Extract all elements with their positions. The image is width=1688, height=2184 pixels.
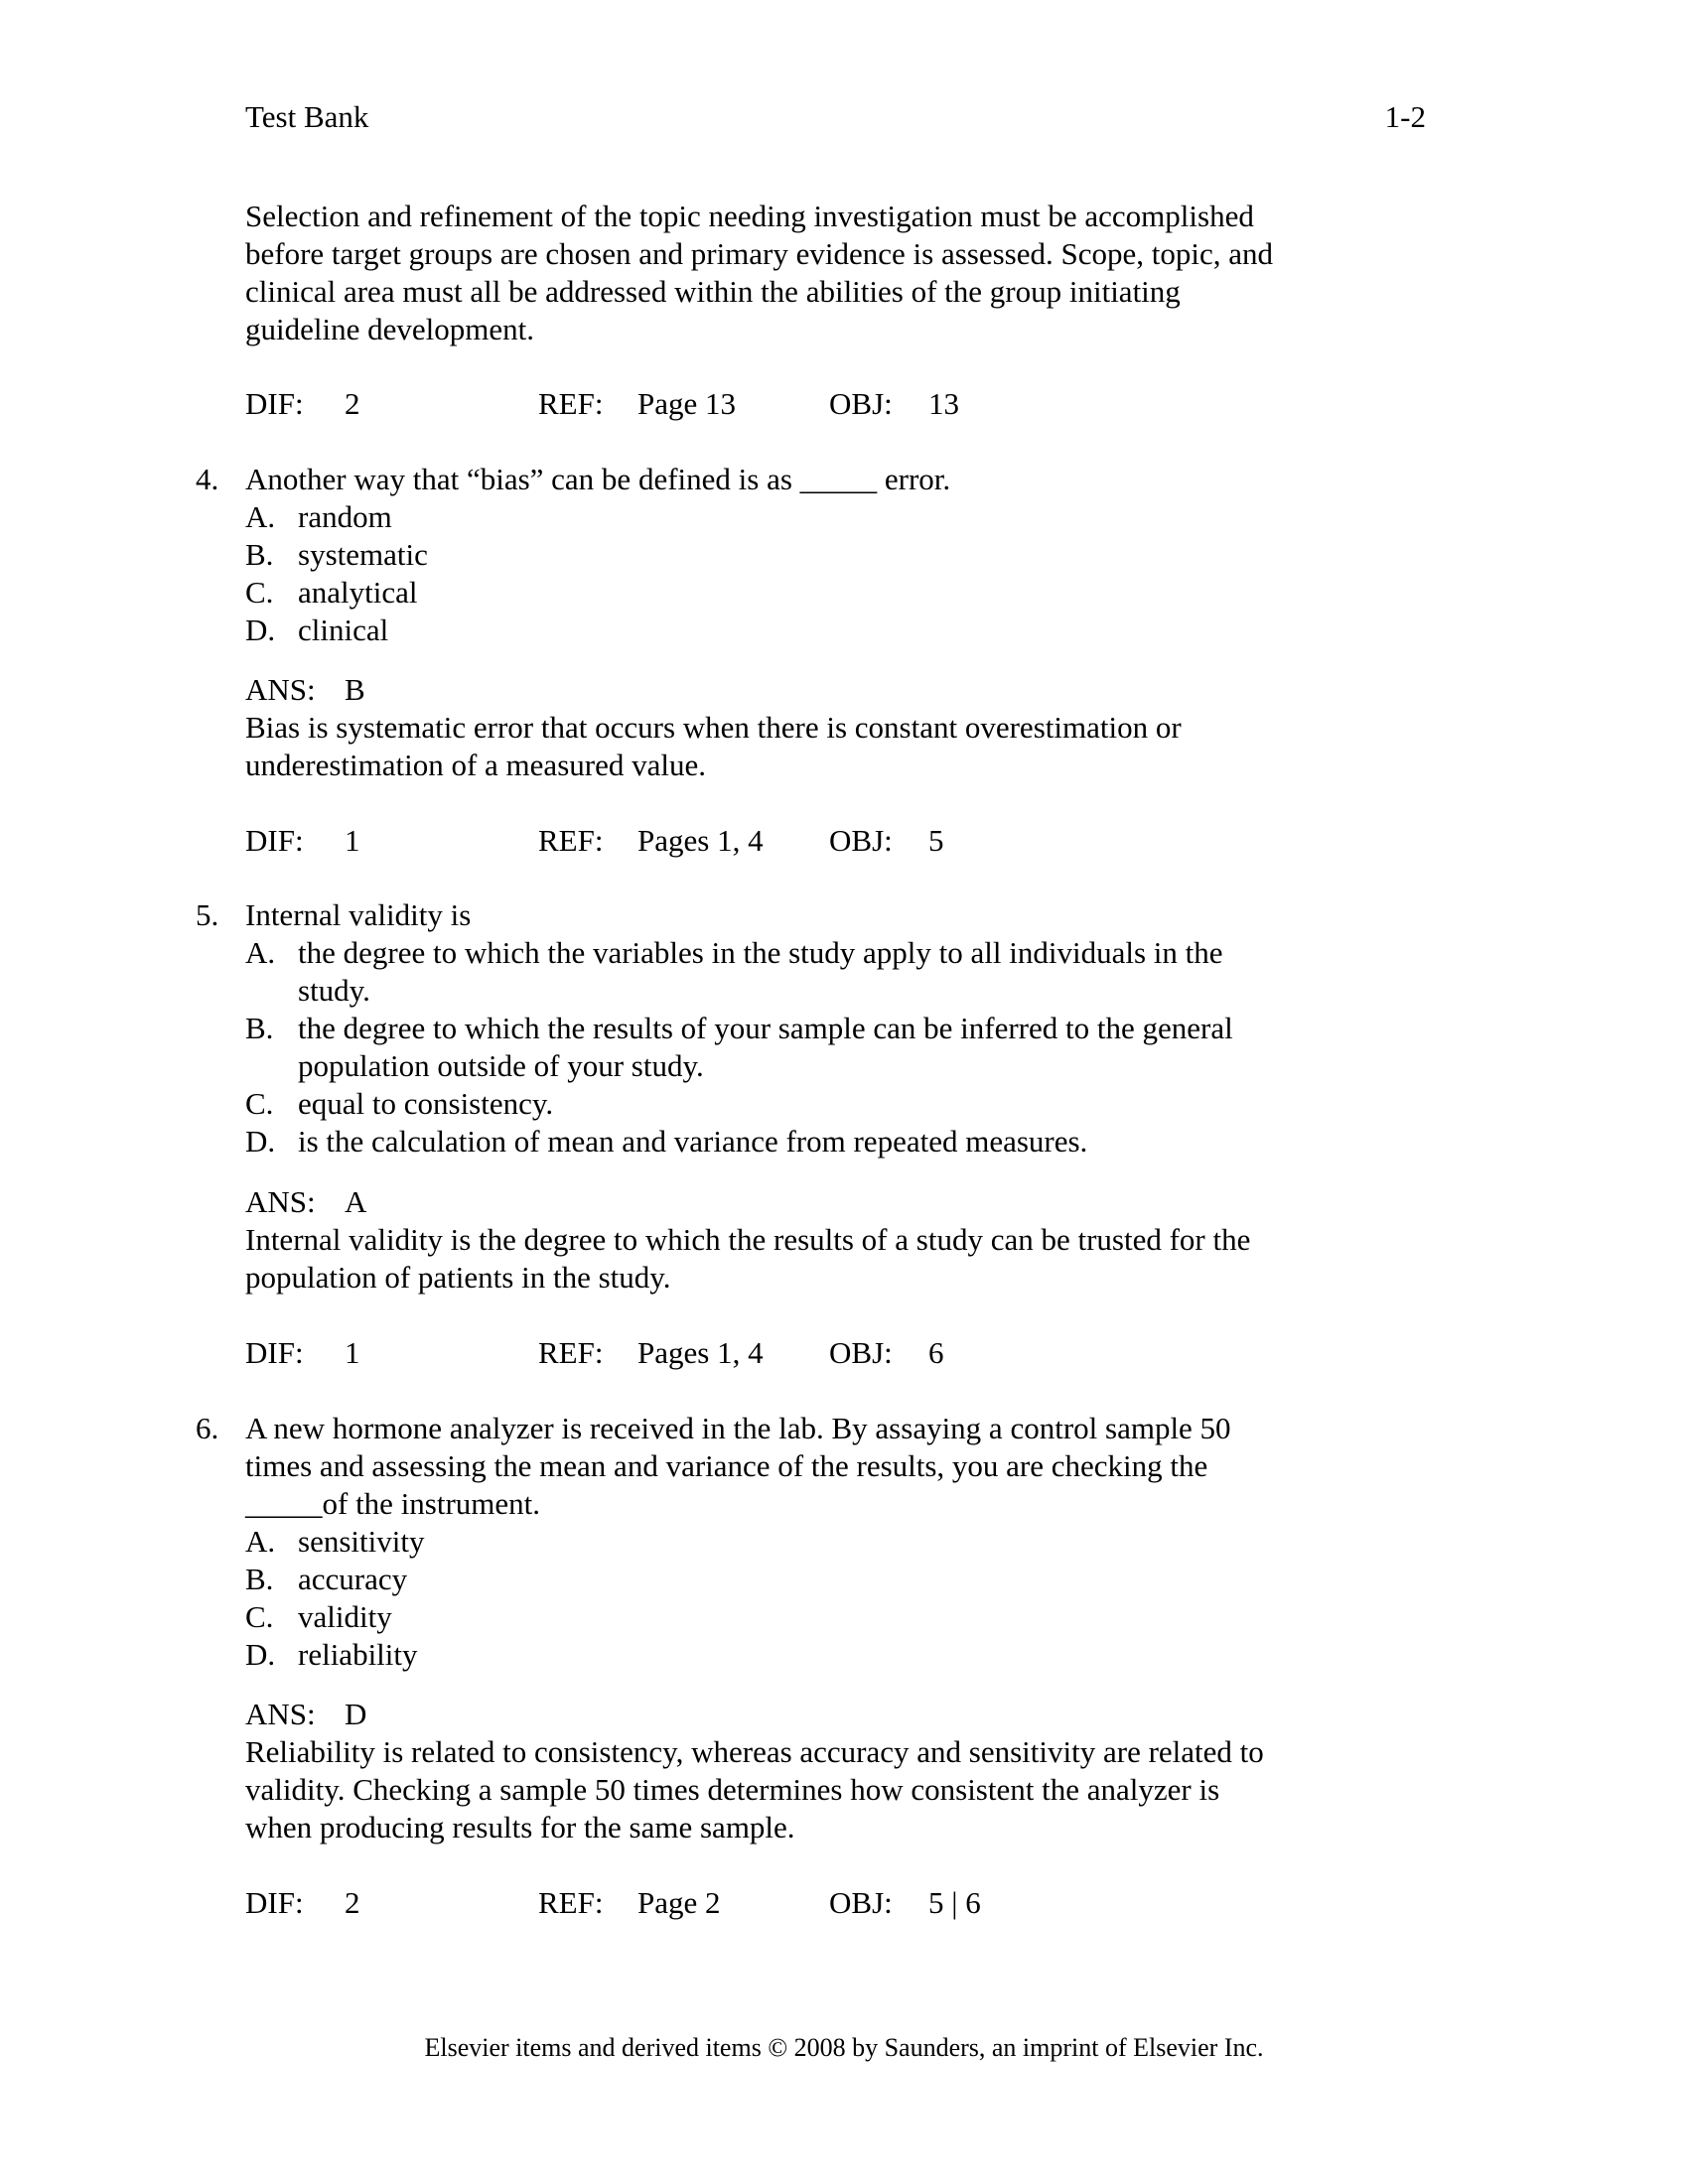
question-5 bbox=[245, 896, 1437, 1160]
rationale-line: clinical area must all be addressed within the abilities of the group initiating bbox=[245, 274, 1181, 309]
question-stem: Another way that “bias” can be defined is as _____ error. bbox=[245, 462, 951, 496]
rationale-line: population of patients in the study. bbox=[245, 1260, 671, 1295]
obj-value: 5 | 6 bbox=[928, 1885, 981, 1920]
rationale-line: before target groups are chosen and primary evidence is assessed. Scope, topic, and bbox=[245, 236, 1273, 271]
answer-option bbox=[245, 1085, 1437, 1123]
obj-label: OBJ: bbox=[829, 1335, 893, 1370]
option-letter: C. bbox=[245, 1086, 274, 1121]
option-letter: C. bbox=[245, 575, 274, 610]
answer-option bbox=[245, 1123, 1437, 1160]
question-4 bbox=[245, 461, 1437, 649]
obj-value: 13 bbox=[928, 386, 959, 421]
question-stem: _____of the instrument. bbox=[245, 1486, 541, 1521]
rationale-line: when producing results for the same sample. bbox=[245, 1810, 795, 1844]
answer-option bbox=[245, 1523, 1437, 1561]
answer-option bbox=[245, 934, 1437, 1010]
dif-value: 2 bbox=[345, 386, 360, 421]
option-letter: D. bbox=[245, 613, 276, 647]
dif-label: DIF: bbox=[245, 1335, 304, 1370]
question-stem: Internal validity is bbox=[245, 897, 472, 932]
ans-label: ANS: bbox=[245, 672, 316, 707]
option-letter: A. bbox=[245, 935, 276, 970]
answer-option bbox=[245, 612, 1437, 649]
option-letter: B. bbox=[245, 1562, 274, 1596]
dif-value: 1 bbox=[345, 823, 360, 858]
dif-value: 2 bbox=[345, 1885, 360, 1920]
answer-option bbox=[245, 536, 1437, 574]
option-text: accuracy bbox=[298, 1562, 408, 1596]
obj-value: 5 bbox=[928, 823, 944, 858]
rationale-line: validity. Checking a sample 50 times determines how consistent the analyzer is bbox=[245, 1772, 1220, 1807]
answer-option bbox=[245, 1010, 1437, 1085]
dif-value: 1 bbox=[345, 1335, 360, 1370]
option-text: is the calculation of mean and variance from repeated measures. bbox=[298, 1124, 1088, 1159]
ref-label: REF: bbox=[538, 1885, 604, 1920]
ref-label: REF: bbox=[538, 1335, 604, 1370]
option-letter: C. bbox=[245, 1599, 274, 1634]
ref-label: REF: bbox=[538, 823, 604, 858]
dif-label: DIF: bbox=[245, 823, 304, 858]
ref-label: REF: bbox=[538, 386, 604, 421]
dif-label: DIF: bbox=[245, 1885, 304, 1920]
rationale-line: underestimation of a measured value. bbox=[245, 748, 706, 782]
option-text: equal to consistency. bbox=[298, 1086, 554, 1121]
page-number: 1-2 bbox=[1384, 99, 1426, 134]
option-text: study. bbox=[298, 973, 370, 1008]
option-text: random bbox=[298, 499, 392, 534]
answer-block bbox=[245, 1183, 1437, 1297]
option-text: the degree to which the variables in the study apply to all individuals in the bbox=[298, 935, 1223, 970]
option-letter: D. bbox=[245, 1637, 276, 1672]
answer-block bbox=[245, 1696, 1437, 1846]
question-stem: A new hormone analyzer is received in the lab. By assaying a control sample 50 bbox=[245, 1411, 1231, 1445]
ans-value: D bbox=[345, 1697, 367, 1731]
question-number: 5. bbox=[196, 897, 219, 932]
copyright-footer: Elsevier items and derived items © 2008 by Saunders, an imprint of Elsevier Inc. bbox=[424, 2033, 1264, 2062]
option-text: validity bbox=[298, 1599, 392, 1634]
ans-label: ANS: bbox=[245, 1184, 316, 1219]
option-letter: A. bbox=[245, 499, 276, 534]
ans-value: B bbox=[345, 672, 365, 707]
carryover-rationale bbox=[245, 198, 1437, 348]
option-text: systematic bbox=[298, 537, 428, 572]
option-text: the degree to which the results of your sample can be inferred to the general bbox=[298, 1011, 1233, 1045]
answer-option bbox=[245, 574, 1437, 612]
obj-label: OBJ: bbox=[829, 1885, 893, 1920]
ref-value: Pages 1, 4 bbox=[637, 1335, 764, 1370]
answer-row bbox=[245, 1183, 1437, 1221]
obj-value: 6 bbox=[928, 1335, 944, 1370]
rationale-line: Bias is systematic error that occurs when there is constant overestimation or bbox=[245, 710, 1182, 745]
option-letter: D. bbox=[245, 1124, 276, 1159]
ans-label: ANS: bbox=[245, 1697, 316, 1731]
option-letter: B. bbox=[245, 537, 274, 572]
answer-option bbox=[245, 1636, 1437, 1674]
header-title: Test Bank bbox=[245, 99, 369, 134]
question-stem: times and assessing the mean and variance of the results, you are checking the bbox=[245, 1448, 1208, 1483]
rationale-line: Internal validity is the degree to which the results of a study can be trusted for the bbox=[245, 1222, 1251, 1257]
dif-label: DIF: bbox=[245, 386, 304, 421]
option-text: clinical bbox=[298, 613, 389, 647]
answer-option bbox=[245, 1598, 1437, 1636]
obj-label: OBJ: bbox=[829, 386, 893, 421]
answer-option bbox=[245, 498, 1437, 536]
option-text: population outside of your study. bbox=[298, 1048, 704, 1083]
question-number: 6. bbox=[196, 1411, 219, 1445]
answer-option bbox=[245, 1561, 1437, 1598]
answer-block bbox=[245, 671, 1437, 784]
question-number: 4. bbox=[196, 462, 219, 496]
question-6 bbox=[245, 1410, 1437, 1674]
rationale-line: guideline development. bbox=[245, 312, 534, 346]
ref-value: Page 13 bbox=[637, 386, 737, 421]
option-text: reliability bbox=[298, 1637, 418, 1672]
option-letter: A. bbox=[245, 1524, 276, 1559]
answer-row bbox=[245, 671, 1437, 709]
rationale-line: Reliability is related to consistency, whereas accuracy and sensitivity are related to bbox=[245, 1734, 1264, 1769]
ref-value: Pages 1, 4 bbox=[637, 823, 764, 858]
option-letter: B. bbox=[245, 1011, 274, 1045]
rationale-line: Selection and refinement of the topic needing investigation must be accomplished bbox=[245, 199, 1254, 233]
option-text: sensitivity bbox=[298, 1524, 425, 1559]
option-text: analytical bbox=[298, 575, 418, 610]
ans-value: A bbox=[345, 1184, 367, 1219]
obj-label: OBJ: bbox=[829, 823, 893, 858]
ref-value: Page 2 bbox=[637, 1885, 721, 1920]
answer-row bbox=[245, 1696, 1437, 1733]
